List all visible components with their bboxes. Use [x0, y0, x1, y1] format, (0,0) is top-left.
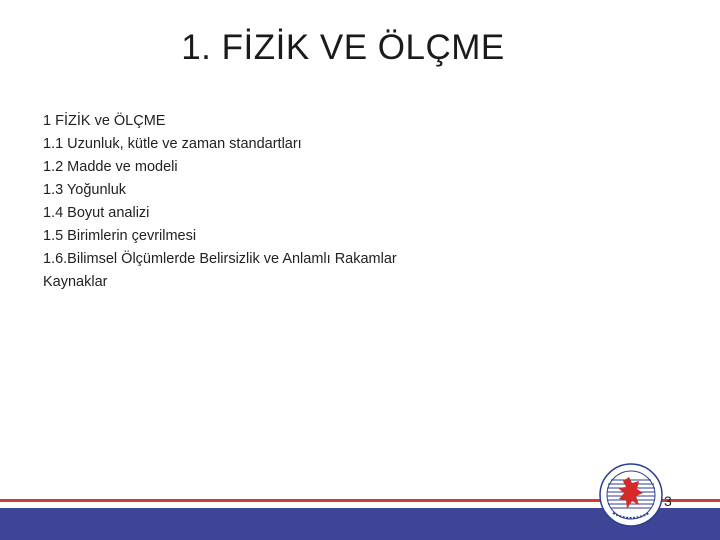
toc-item-belirsizlik: 1.6.Bilimsel Ölçümlerde Belirsizlik ve Anlamlı Rakamlar: [43, 251, 397, 267]
toc-item-standartlar: 1.1 Uzunluk, kütle ve zaman standartları: [43, 136, 302, 152]
slide-title: 1. FİZİK VE ÖLÇME: [181, 28, 505, 67]
page-number: 3: [664, 493, 672, 509]
university-seal-icon: [599, 463, 663, 527]
table-of-contents: [43, 110, 397, 294]
toc-item-yogunluk: 1.3 Yoğunluk: [43, 182, 127, 198]
toc-item-birim-cevrimi: 1.5 Birimlerin çevrilmesi: [43, 228, 197, 244]
toc-item-boyut-analizi: 1.4 Boyut analizi: [43, 205, 150, 221]
toc-item-fizik-ve-olcme: 1 FİZİK ve ÖLÇME: [43, 113, 166, 129]
toc-item-madde-ve-modeli: 1.2 Madde ve modeli: [43, 159, 178, 175]
toc-item-kaynaklar: Kaynaklar: [43, 274, 108, 290]
